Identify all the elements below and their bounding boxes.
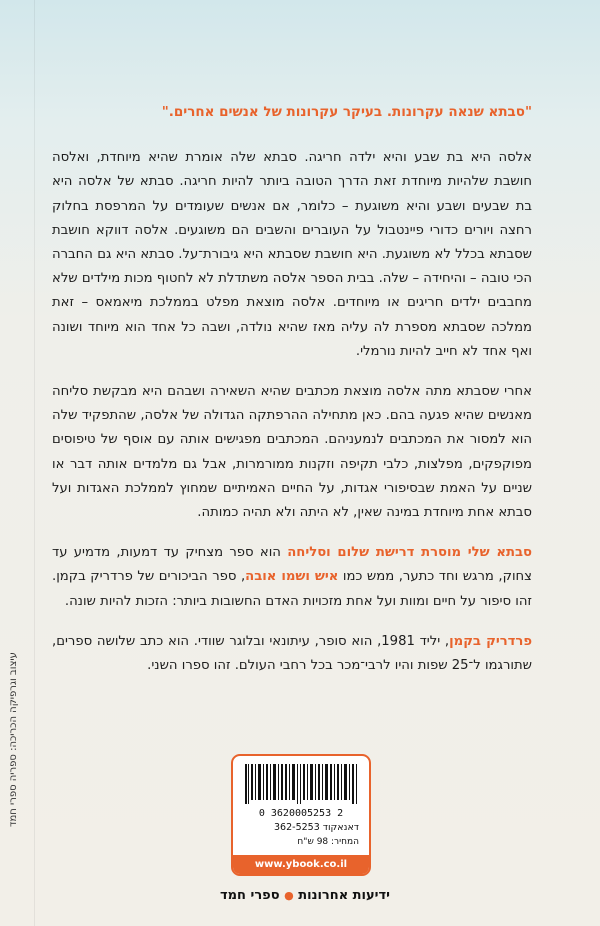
separator-dot-icon: ● (284, 889, 294, 902)
blurb-paragraph: אלסה היא בת שבע והיא ילדה חריגה. סבתא שלה אומרת שהיא מיוחדת, ואלסה חושבת שלהיות מיוחדת זאת הדרך הטובה ביותר להיות חריגה. סבתא של אלסה היא בת שבעים ושבע והיא משוגעת – כלומר, אם אנשים שעומדים על המרפסת בחלוק רחצה ויורים כדורי פיינטבול על העוברים והשבים הם משוגעים. אלסה דווקא חושבת שסבתא בכלל לא משוגעת. היא חושבת שסבתא היא גיבורת־על. סבתא היא גם החברה הכי טובה – והיחידה – שלה. בבית הספר אלסה משתדלת לא לחטוף מכות מילדים שלא מחבבים ילדים חריגים או מיוחדים. אלסה מוצאת מפלט בממלכת מיאמאס – זאת ממלכה שסבתא מספרת לה עליה מאז שהיא נולדה, ושבה כל אחד הוא מיוחד ושונה ואף אחד לא חייב להיות נורמלי. (52, 150, 532, 359)
blurb-paragraph: אחרי שסבתא מתה אלסה מוצאת מכתבים שהיא השאירה ושבהם היא מבקשת סליחה מאנשים שהיא פגעה בהם. כאן מתחילה ההרפתקה הגדולה של אלסה, שהתפקיד שלה הוא למסור את המכתבים לנמעניהם. המכתבים מפגישים אותה עם אוסף של טיפוסים מפוקפקים, מפלצות, כלבי תקיפה וזקנות ממורמרות, אבל גם מלמדים אותה דבר או שניים על האמת שבסיפורי אגדות, על החיים האמיתיים שמחוץ לממלכת האגדות ועל סבתא אחת מיוחדת במינה שאין, לא היתה ולא תהיה כמותה. (52, 384, 532, 521)
blurb-text-segment: , ספר הביכורים של פרדריק בקמן. זהו סיפור על חיים ומוות ועל אחת מזכויות האדם החשובות ביותר: הזכות להיות שונה. (52, 569, 532, 609)
publisher-website: www.ybook.co.il (233, 855, 369, 874)
blurb-text-segment: הוא ספר מצחיק עד דמעות, מדמיע עד צחוק, מרגש וחד כתער, ממש כמו (52, 545, 532, 585)
publisher-name: ידיעות אחרונות (298, 888, 390, 903)
book-title: סבתא שלי מוסרת דרישת שלום וסליחה (287, 545, 532, 561)
cover-design-credit: עיצוב וגרפיקה הכריכה: ספריה ספרי חמד (8, 652, 19, 828)
barcode-sticker (231, 754, 371, 876)
reference-book-title: איש ושמו אובה (245, 569, 339, 585)
blurb-text (52, 100, 532, 694)
author-bio-text: , יליד 1981, הוא סופר, עיתונאי ובלוגר שוודי. הוא כתב שלושה ספרים, שתורגמו ל־25 שפות והיו לרבי־מכר בכל רחבי העולם. זהו ספרו השני. (52, 633, 532, 674)
author-name: פרדריק בקמן (449, 633, 533, 649)
publisher-logos (200, 888, 410, 903)
spine-fold (34, 0, 35, 926)
barcode-icon (245, 764, 359, 804)
book-code: דאנאקוד 362-5253 (274, 822, 359, 833)
publisher-name: ספרי חמד (220, 888, 280, 903)
barcode-number: 0 3620005253 2 (258, 808, 344, 819)
author-bio (52, 630, 532, 678)
pull-quote: "סבתא שנאה עקרונות. בעיקר עקרונות של אנשים אחרים." (161, 104, 532, 120)
price-label: המחיר: 98 ש"ח (297, 837, 359, 847)
blurb-paragraph (52, 541, 532, 614)
